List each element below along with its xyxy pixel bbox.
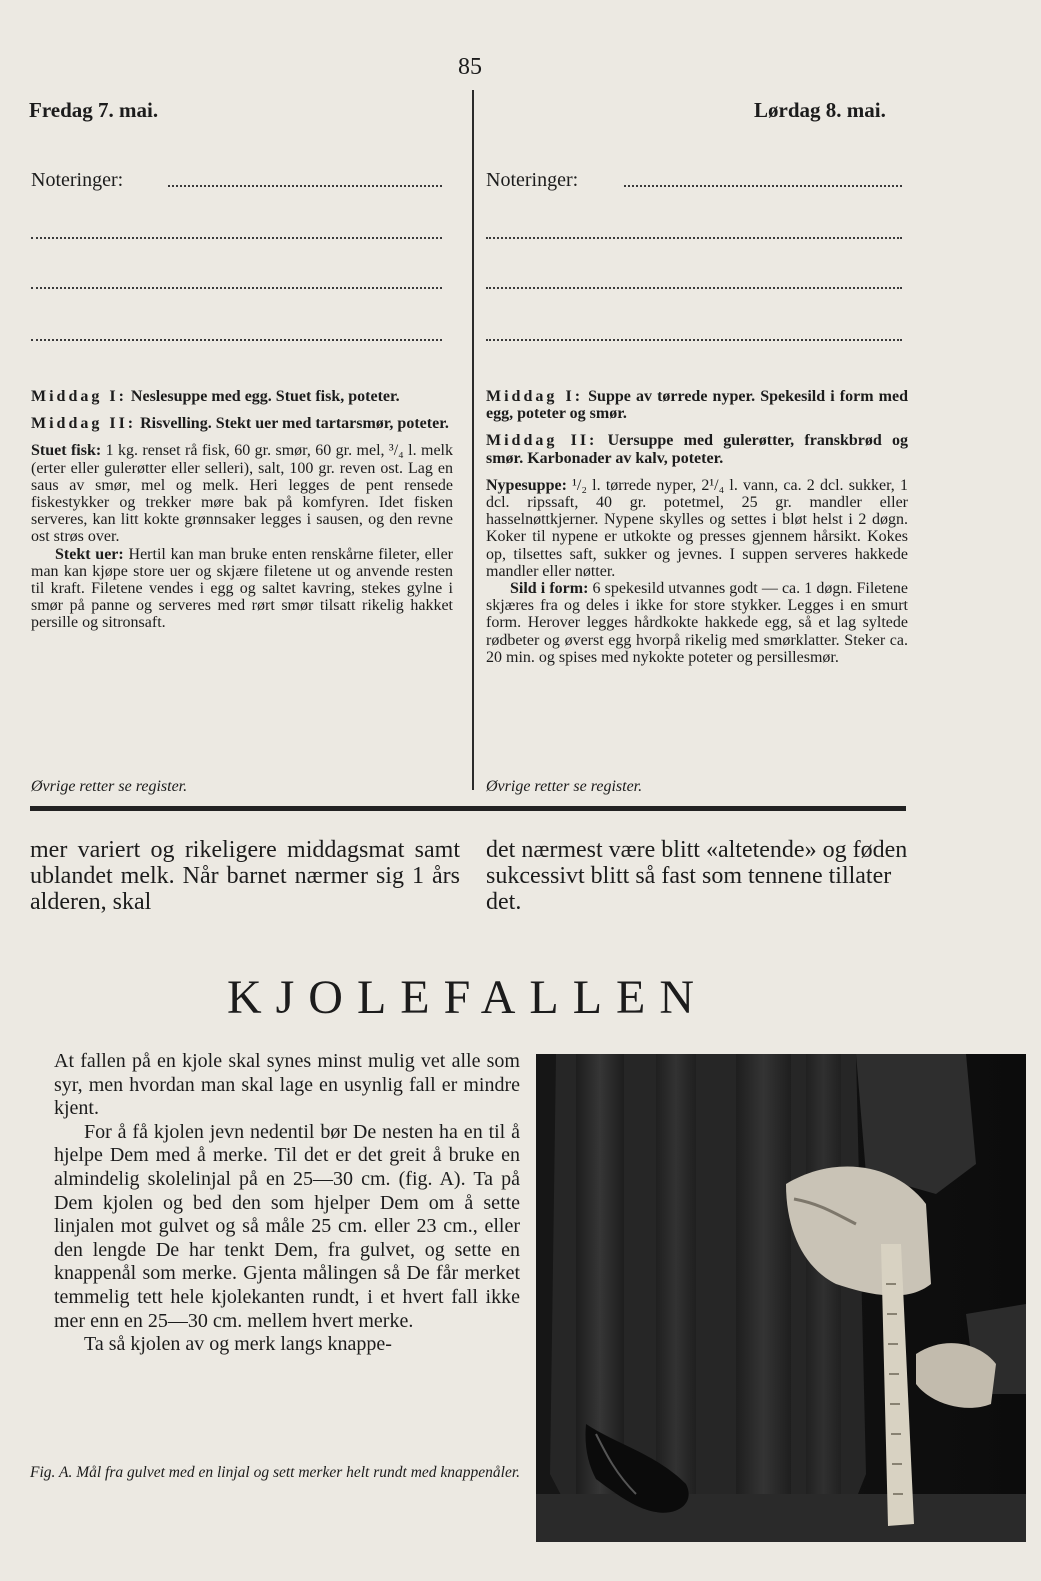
notes-line <box>486 287 902 289</box>
page-number: 85 <box>458 54 482 80</box>
notes-line <box>31 237 442 239</box>
notes-line <box>624 185 902 187</box>
notes-line <box>31 339 442 341</box>
article-paragraph: Ta så kjolen av og merk langs knappe- <box>84 1333 392 1356</box>
article-body <box>54 1050 520 1357</box>
menu-middag-1: Middag I: Neslesuppe med egg. Stuet fisk, poteter. <box>31 388 400 405</box>
notes-label-left: Noteringer: <box>31 169 124 191</box>
continued-text-left: mer variert og rikeligere middagsmat samt ublandet melk. Når barnet nærmer sig 1 års alderen, skal <box>30 837 460 915</box>
recipe-stuet-fisk: Stuet fisk: 1 kg. renset rå fisk, 60 gr. smør, 60 gr. mel, ³/₄ l. melk (erter eller gulerøtter eller selleri), salt, 100 gr. reven ost. Lag en saus av smør, mel og melk. Heri legges de pent rensede fiskestykker og trekker møre bak på komfyren. Idet fisken serveres, kan litt kokte grønnsaker legges i sausen, og den revne ost strøs over. <box>31 442 453 546</box>
register-note-left: Øvrige retter se register. <box>31 778 188 795</box>
section-rule <box>30 806 906 811</box>
figure-photo <box>536 1054 1026 1542</box>
register-note-right: Øvrige retter se register. <box>486 778 643 795</box>
recipe-sild-i-form: Sild i form: 6 spekesild utvannes godt — ca. 1 døgn. Filetene skjæres fra og deles i ikke for store stykker. Legges i en smurt form. Herover legges hårdkokte hakkede egg, så et lag syltede rødbeter og øverst egg hvorpå rikelig med smørklatter. Steker ca. 20 min. og spises med nykokte poteter og persillesmør. <box>486 580 909 666</box>
day-heading-friday: Fredag 7. mai. <box>29 98 159 122</box>
menu-middag-2: Middag II: Risvelling. Stekt uer med tartarsmør, poteter. <box>31 415 449 433</box>
recipes-right <box>486 388 908 666</box>
menu-middag-1: Middag I: Suppe av tørrede nyper. Spekesild i form med egg, poteter og smør. <box>486 388 909 423</box>
dress-hem-photo <box>536 1054 1026 1542</box>
article-title: KJOLEFALLEN <box>226 971 709 1024</box>
notes-line <box>486 237 902 239</box>
figure-caption: Fig. A. Mål fra gulvet med en linjal og sett merker helt rundt med knappenåler. <box>30 1464 521 1481</box>
continued-text-right: det nærmest være blitt «altetende» og føden sukcessivt blitt så fast som tennene tillater det. <box>486 837 908 915</box>
column-divider <box>472 90 474 790</box>
notes-line <box>31 287 442 289</box>
recipes-left <box>31 388 453 632</box>
recipe-nypesuppe: Nypesuppe: ¹/₂ l. tørrede nyper, 2¹/₄ l. vann, ca. 2 dcl. sukker, 1 dcl. ripssaft, 40 gr. potetmel, 25 gr. mandler eller hasselnøttkjerner. Nypene skylles og settes i bløt helst i 2 døgn. Koker til nypene er utkokte og presses gjennem hårsikt. Kokes op, tilsettes saft, sukker og jevnes. I suppen serveres hakkede mandler eller nøtter. <box>486 476 908 580</box>
recipe-stekt-uer: Stekt uer: Hertil kan man bruke enten renskårne fileter, eller man kan kjøpe store uer og skjære filetene ut og anvende resten til kraft. Filetene vendes i egg og saltet kavring, stekes gylne i smør på panne og serveres med rørt smør tilsatt rikelig hakket persille og sitronsaft. <box>31 545 454 632</box>
menu-middag-2: Middag II: Uersuppe med gulerøtter, franskbrød og smør. Karbonader av kalv, poteter. <box>486 432 909 467</box>
article-paragraph: For å få kjolen jevn nedentil bør De nesten ha en til å hjelpe Dem med å merke. Til det er det greit å bruke en almindelig skolelinjal på en 25—30 cm. (fig. A). Ta på Dem kjolen og bed den som hjelper Dem om å sette linjalen mot gulvet og så måle 25 cm. eller 23 cm., eller den lengde De har tenkt Dem, fra gulvet, og sette en knappenål som merke. Gjenta målingen så De får merket temmelig tett hele kjolekanten rundt, i et hvert fall ikke mer enn en 25—30 cm. mellem hvert merke. <box>54 1120 520 1332</box>
article-paragraph: At fallen på en kjole skal synes minst mulig vet alle som syr, men hvordan man skal lage en usynlig fall er mindre kjent. <box>54 1050 520 1120</box>
notes-line <box>168 185 442 187</box>
day-heading-saturday: Lørdag 8. mai. <box>754 98 886 122</box>
notes-line <box>486 339 902 341</box>
notes-label-right: Noteringer: <box>486 169 579 191</box>
